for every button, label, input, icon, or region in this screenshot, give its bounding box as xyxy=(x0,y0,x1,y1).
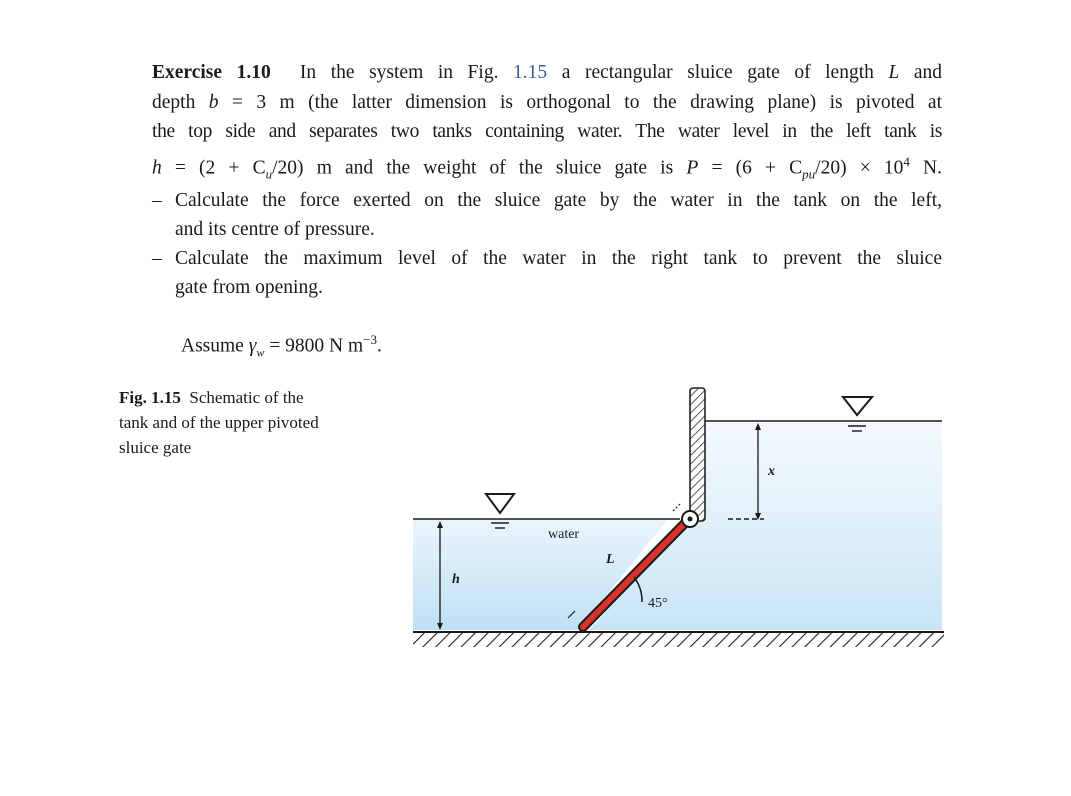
caption-text: Schematic of the xyxy=(189,388,304,407)
angle-label: 45° xyxy=(648,596,668,611)
task-1-line-1: Calculate the force exerted on the sluice gate by the water in the tank on the left, xyxy=(175,190,942,211)
exercise-line-3: the top side and separates two tanks containing water. The water level in the left tank is xyxy=(152,121,942,142)
symbol-h: h xyxy=(152,157,162,178)
exercise-text: = (6 + C xyxy=(711,157,803,178)
exercise-text: = 3 m (the latter dimension is orthogonal to the drawing plane) is pivoted at xyxy=(231,91,942,113)
task-2-line-2: gate from opening. xyxy=(175,277,323,298)
subscript-w: w xyxy=(256,345,265,360)
x-label: x xyxy=(768,464,775,479)
exercise-label: Exercise 1.10 xyxy=(152,62,271,83)
superscript-minus-3: −3 xyxy=(363,332,378,347)
symbol-b: b xyxy=(208,91,219,113)
water-label: water xyxy=(548,527,580,542)
h-label: h xyxy=(452,572,460,587)
caption-label: Fig. 1.15 xyxy=(119,388,181,407)
superscript-4: 4 xyxy=(903,153,910,169)
exercise-text: and xyxy=(913,62,943,83)
exercise-text: /20) × 10 xyxy=(815,157,904,178)
figure-reference-link[interactable]: 1.15 xyxy=(513,62,548,83)
L-label: L xyxy=(606,552,615,567)
assume-prefix: Assume xyxy=(181,335,244,357)
subscript-u: u xyxy=(265,165,273,181)
exercise-text: N. xyxy=(923,157,943,178)
exercise-text: /20) m and the weight of the sluice gate is xyxy=(272,157,674,178)
caption-line-2: tank and of the upper pivoted xyxy=(119,413,319,432)
assume-end: . xyxy=(377,335,382,357)
subscript-pu: pu xyxy=(802,165,816,181)
dash-bullet: – xyxy=(152,248,162,269)
vertical-wall xyxy=(690,388,705,521)
exercise-text: depth xyxy=(152,91,196,113)
ground-hatch xyxy=(413,633,944,647)
exercise-text: a rectangular sluice gate of length xyxy=(561,62,874,83)
pivot-center xyxy=(688,517,693,522)
caption-line-3: sluice gate xyxy=(119,438,192,457)
task-1-line-2: and its centre of pressure. xyxy=(175,219,375,240)
assume-value: = 9800 N m xyxy=(269,335,364,357)
symbol-P: P xyxy=(686,157,699,178)
exercise-text: In the system in Fig. xyxy=(299,62,499,83)
dash-bullet: – xyxy=(152,190,162,211)
symbol-gamma: γ xyxy=(248,335,257,357)
symbol-L: L xyxy=(888,62,900,83)
task-2-line-1: Calculate the maximum level of the water in the right tank to prevent the sluice xyxy=(175,248,942,269)
exercise-text: = (2 + C xyxy=(174,157,266,178)
gate-dimension-end xyxy=(673,504,680,511)
